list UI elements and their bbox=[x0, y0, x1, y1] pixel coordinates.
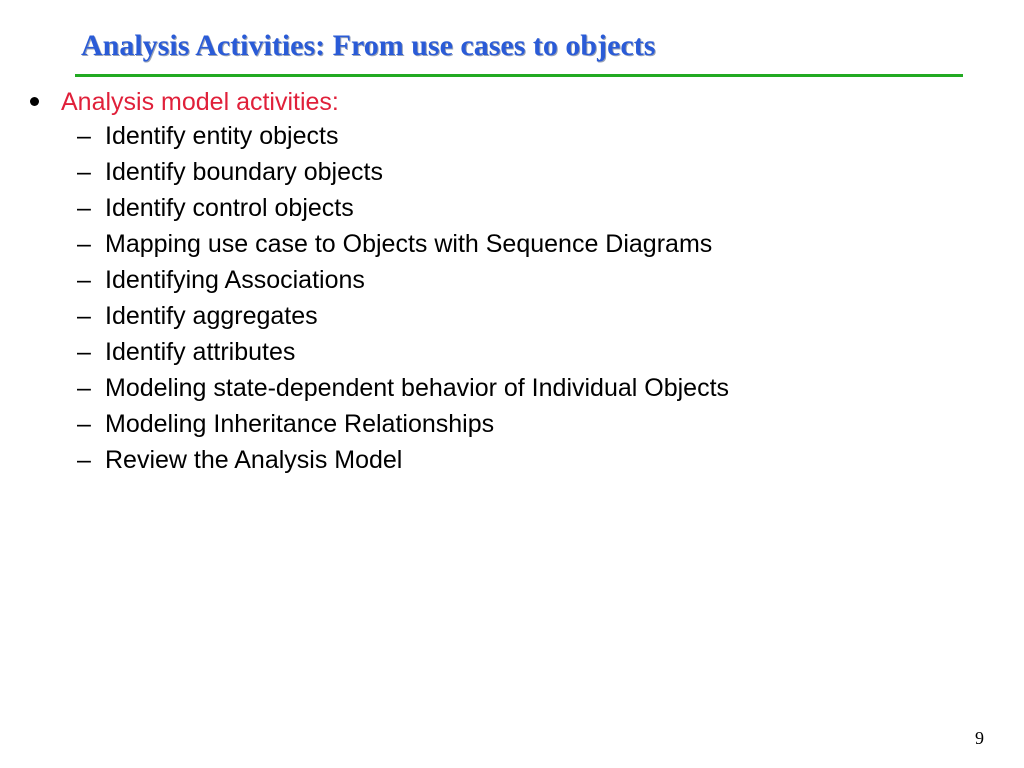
title-underline-rule bbox=[75, 74, 963, 77]
sub-bullet-text: Review the Analysis Model bbox=[105, 446, 403, 474]
sub-bullet-item bbox=[0, 156, 900, 192]
dash-marker: – bbox=[77, 266, 91, 294]
dash-marker: – bbox=[77, 410, 91, 438]
bullet-dot-icon bbox=[30, 97, 39, 106]
bullet-label: Analysis model activities: bbox=[61, 88, 339, 116]
sub-bullet-item bbox=[0, 192, 900, 228]
sub-bullet-item bbox=[0, 336, 900, 372]
dash-marker: – bbox=[77, 302, 91, 330]
sub-bullet-item bbox=[0, 120, 900, 156]
sub-bullet-item bbox=[0, 408, 900, 444]
sub-bullet-text: Modeling state-dependent behavior of Individual Objects bbox=[105, 374, 730, 402]
sub-bullet-list bbox=[0, 120, 1024, 480]
dash-marker: – bbox=[77, 122, 91, 150]
sub-bullet-item bbox=[0, 300, 900, 336]
sub-bullet-item bbox=[0, 264, 900, 300]
dash-marker: – bbox=[77, 374, 91, 402]
sub-bullet-text: Identify entity objects bbox=[105, 122, 339, 150]
sub-bullet-text: Modeling Inheritance Relationships bbox=[105, 410, 495, 438]
sub-bullet-text: Identify attributes bbox=[105, 338, 296, 366]
bullet-item-analysis-activities bbox=[0, 86, 900, 122]
sub-bullet-text: Identify boundary objects bbox=[105, 158, 383, 186]
sub-bullet-item bbox=[0, 444, 900, 480]
sub-bullet-item bbox=[0, 228, 900, 264]
page-number: 9 bbox=[975, 728, 984, 748]
sub-bullet-text: Mapping use case to Objects with Sequence Diagrams bbox=[105, 230, 713, 258]
sub-bullet-text: Identify aggregates bbox=[105, 302, 318, 330]
sub-bullet-text: Identifying Associations bbox=[105, 266, 365, 294]
dash-marker: – bbox=[77, 338, 91, 366]
slide-title: Analysis Activities: From use cases to objects bbox=[81, 29, 656, 62]
dash-marker: – bbox=[77, 230, 91, 258]
sub-bullet-item bbox=[0, 372, 900, 408]
dash-marker: – bbox=[77, 194, 91, 222]
dash-marker: – bbox=[77, 158, 91, 186]
dash-marker: – bbox=[77, 446, 91, 474]
sub-bullet-text: Identify control objects bbox=[105, 194, 354, 222]
